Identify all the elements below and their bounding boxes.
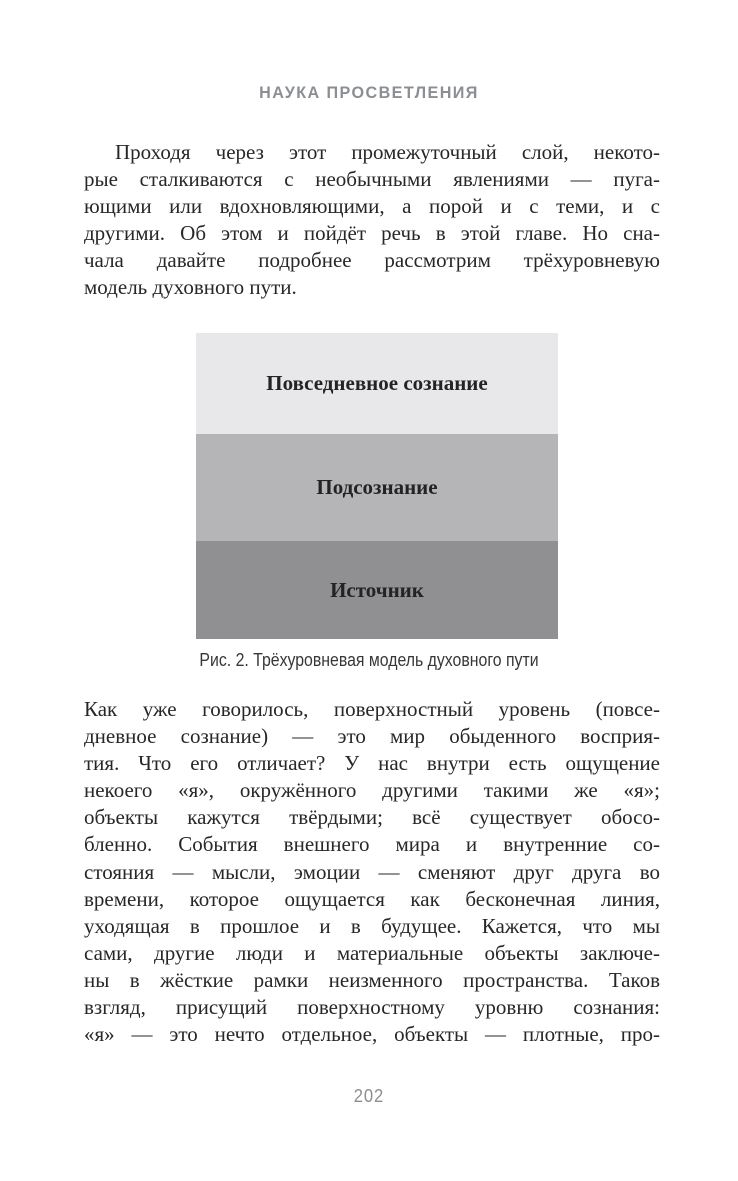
- figure-level-everyday-consciousness: [196, 333, 558, 434]
- text-line: ющими или вдохновляющими, а порой и с теми, и с: [84, 194, 660, 219]
- text-line: бленно. События внешнего мира и внутренние со-: [84, 832, 660, 857]
- text-line: Как уже говорилось, поверхностный уровень (повсе-: [84, 697, 660, 721]
- text-line: некоего «я», окружённого другими такими же «я»;: [84, 778, 660, 803]
- text-line: сами, другие люди и материальные объекты заключе-: [84, 940, 660, 965]
- text-line: дневное сознание) — это мир обыденного восприя-: [84, 724, 660, 749]
- text-line: модель духовного пути.: [84, 275, 297, 300]
- running-header: НАУКА ПРОСВЕТЛЕНИЯ: [259, 83, 479, 102]
- text-line: рые сталкиваются с необычными явлениями — пуга-: [84, 167, 660, 192]
- text-line: «я» — это нечто отдельное, объекты — плотные, про-: [84, 1022, 660, 1047]
- text-line: чала давайте подробнее рассмотрим трёхуровневую: [84, 248, 660, 273]
- paragraph-intro: [84, 139, 660, 302]
- paragraph-main: [84, 696, 660, 1048]
- figure-level-source: [196, 541, 558, 639]
- figure-level-label: Источник: [330, 577, 424, 602]
- text-line: ны в жёсткие рамки неизменного пространства. Таков: [84, 967, 660, 992]
- text-line: объекты кажутся твёрдыми; всё существует обосо-: [84, 805, 660, 830]
- text-line: уходящая в прошлое и в будущее. Кажется, что мы: [84, 913, 660, 938]
- text-line: другими. Об этом и пойдёт речь в этой главе. Но сна-: [84, 221, 660, 246]
- page-number: 202: [353, 1086, 385, 1106]
- text-line: взгляд, присущий поверхностному уровню сознания:: [84, 995, 660, 1020]
- figure-level-label: Повседневное сознание: [266, 371, 488, 395]
- figure-level-subconscious: [196, 434, 558, 541]
- figure-level-label: Подсознание: [316, 475, 438, 499]
- text-line: тия. Что его отличает? У нас внутри есть ощущение: [84, 751, 660, 776]
- text-line: стояния — мысли, эмоции — сменяют друг друга во: [84, 859, 660, 884]
- three-level-model-figure: [196, 333, 558, 639]
- figure-caption: Рис. 2. Трёхуровневая модель духовного пути: [199, 650, 539, 670]
- text-line: Проходя через этот промежуточный слой, некото-: [115, 140, 660, 164]
- text-line: времени, которое ощущается как бесконечная линия,: [84, 886, 660, 911]
